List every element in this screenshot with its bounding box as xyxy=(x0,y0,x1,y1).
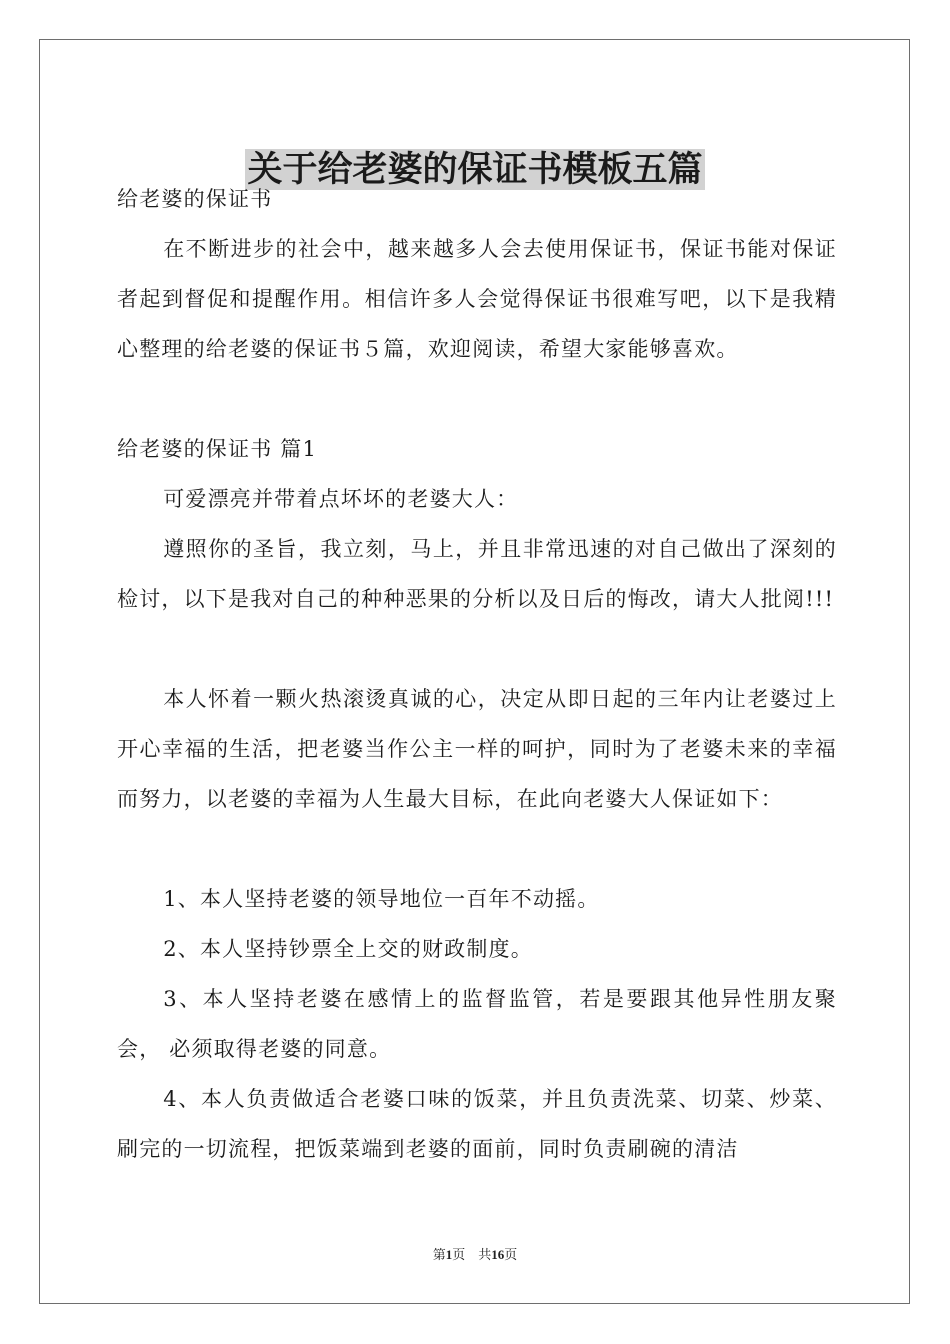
footer-page-prefix: 第 xyxy=(432,1247,446,1262)
page-footer xyxy=(0,1246,950,1264)
footer-page-total: 16 xyxy=(491,1247,505,1262)
paragraph-item-4: 4、本人负责做适合老婆口味的饭菜，并且负责洗菜、切菜、炒菜、刷完的一切流程，把饭菜端到老婆的面前，同时负责刷碗的清洁 xyxy=(117,1087,837,1161)
footer-page-suffix: 页 xyxy=(504,1247,518,1262)
footer-page-mid: 页 共 xyxy=(452,1247,492,1262)
footer-page-current: 1 xyxy=(445,1247,453,1262)
paragraph-item-1: 1、本人坚持老婆的领导地位一百年不动摇。 xyxy=(163,887,600,911)
paragraph-heading-part1: 给老婆的保证书 篇1 xyxy=(117,437,318,461)
paragraph-intro: 在不断进步的社会中，越来越多人会去使用保证书，保证书能对保证者起到督促和提醒作用。相信许多人会觉得保证书很难写吧，以下是我精心整理的给老婆的保证书５篇，欢迎阅读，希望大家能够喜欢。 xyxy=(117,237,837,361)
title-text: 关于给老婆的保证书模板五篇 xyxy=(247,149,703,191)
paragraph-commitment: 本人怀着一颗火热滚烫真诚的心，决定从即日起的三年内让老婆过上开心幸福的生活，把老婆当作公主一样的呵护，同时为了老婆未来的幸福而努力，以老婆的幸福为人生最大目标，在此向老婆大人保证如下： xyxy=(117,687,837,811)
paragraph-item-3: 3、本人坚持老婆在感情上的监督监管，若是要跟其他异性朋友聚会， 必须取得老婆的同意。 xyxy=(117,987,837,1061)
paragraph-review: 遵照你的圣旨，我立刻，马上，并且非常迅速的对自己做出了深刻的检讨，以下是我对自己的种种恶果的分析以及日后的悔改，请大人批阅!!! xyxy=(117,537,837,611)
paragraph-salutation: 可爱漂亮并带着点坏坏的老婆大人： xyxy=(163,487,519,511)
paragraph-item-2: 2、本人坚持钞票全上交的财政制度。 xyxy=(163,937,533,961)
paragraph-heading-intro: 给老婆的保证书 xyxy=(117,187,273,211)
